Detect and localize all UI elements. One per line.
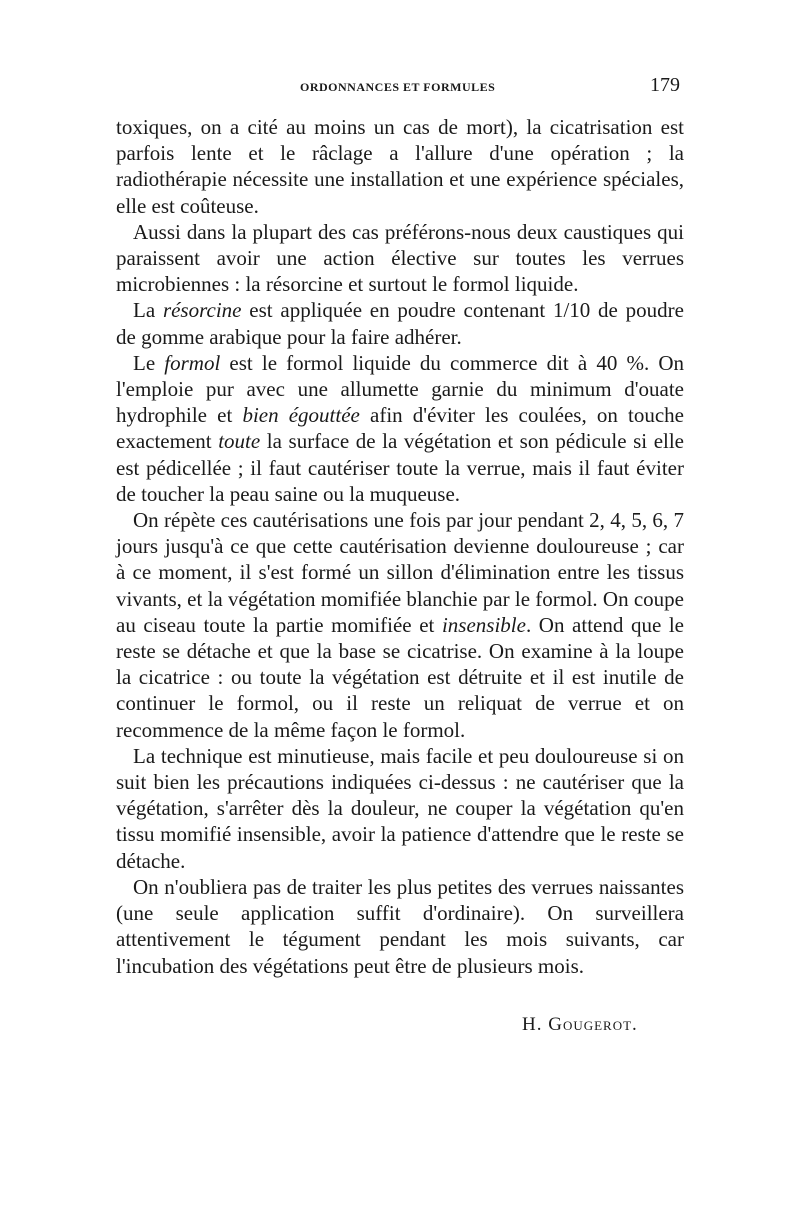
paragraph-7: On n'oubliera pas de traiter les plus petites des verrues naissantes (une seule application suffit d'ordinaire). On surveillera attentivement le tégument pendant les mois suivants, car l'incubation des végétations peut être de plusieurs mois. [116,874,684,978]
paragraph-1: toxiques, on a cité au moins un cas de mort), la cicatrisation est parfois lente et le râclage a l'allure d'une opération ; la radiothérapie nécessite une installation et une expérience spéciales, elle est coûteuse. [116,115,684,218]
term-formol: formol [164,350,221,375]
paragraph-4-text-c: afin d'éviter les coulées, on touche exactement [116,403,684,454]
paragraph-4-text-b: est le formol liquide du commerce dit à 40 %. On l'emploie pur avec une allumette garnie du minimum d'ouate hydrophile et [116,350,684,428]
running-title: ORDONNANCES ET FORMULES [300,80,496,94]
paragraph-3 [116,297,684,349]
paragraph-3-text-a: La [133,298,163,323]
page-number: 179 [650,74,680,96]
paragraph-5 [116,507,684,743]
paragraph-4 [116,350,684,507]
emphasis-insensible: insensible [441,612,526,637]
emphasis-toute: toute [218,429,261,454]
body-text [116,114,684,979]
paragraph-5-text-b: . On attend que le reste se détache et que la base se cicatrise. On examine à la loupe la cicatrice : ou toute la végétation est détruite et il est inutile de continuer le formol, ou il reste un reliquat de verrue et on recommence de la même façon le formol. [116,612,685,742]
paragraph-2: Aussi dans la plupart des cas préférons-nous deux caustiques qui paraissent avoir une action élective sur toutes les verrues microbiennes : la résorcine et surtout le formol liquide. [116,219,684,297]
author-signature: H. Gougerot. [522,1014,638,1035]
emphasis-bien-egouttee: bien égouttée [242,403,360,428]
paragraph-4-text-d: la surface de la végétation et son pédicule si elle est pédicellée ; il faut cautériser toute la verrue, mais il faut éviter de toucher la peau saine ou la muqueuse. [116,429,685,506]
term-resorcine: résorcine [162,298,242,323]
paragraph-5-text-a: On répète ces cautérisations une fois par jour pendant 2, 4, 5, 6, 7 jours jusqu'à ce que cette cautérisation devienne douloureuse ; car à ce moment, il s'est formé un sillon d'élimination entre les tissus vivants, et la végétation momifiée blanchie par le formol. On coupe au ciseau toute la partie momifiée et [116,508,684,637]
paragraph-6: La technique est minutieuse, mais facile et peu douloureuse si on suit bien les précautions indiquées ci-dessus : ne cautériser que la végétation, s'arrêter dès la douleur, ne couper la végétation qu'en tissu momifié insensible, avoir la patience d'attendre que le reste se détache. [116,743,684,873]
paragraph-4-text-a: Le [133,350,165,375]
paragraph-3-text-b: est appliquée en poudre contenant 1/10 de poudre de gomme arabique pour la faire adhérer. [116,298,684,349]
